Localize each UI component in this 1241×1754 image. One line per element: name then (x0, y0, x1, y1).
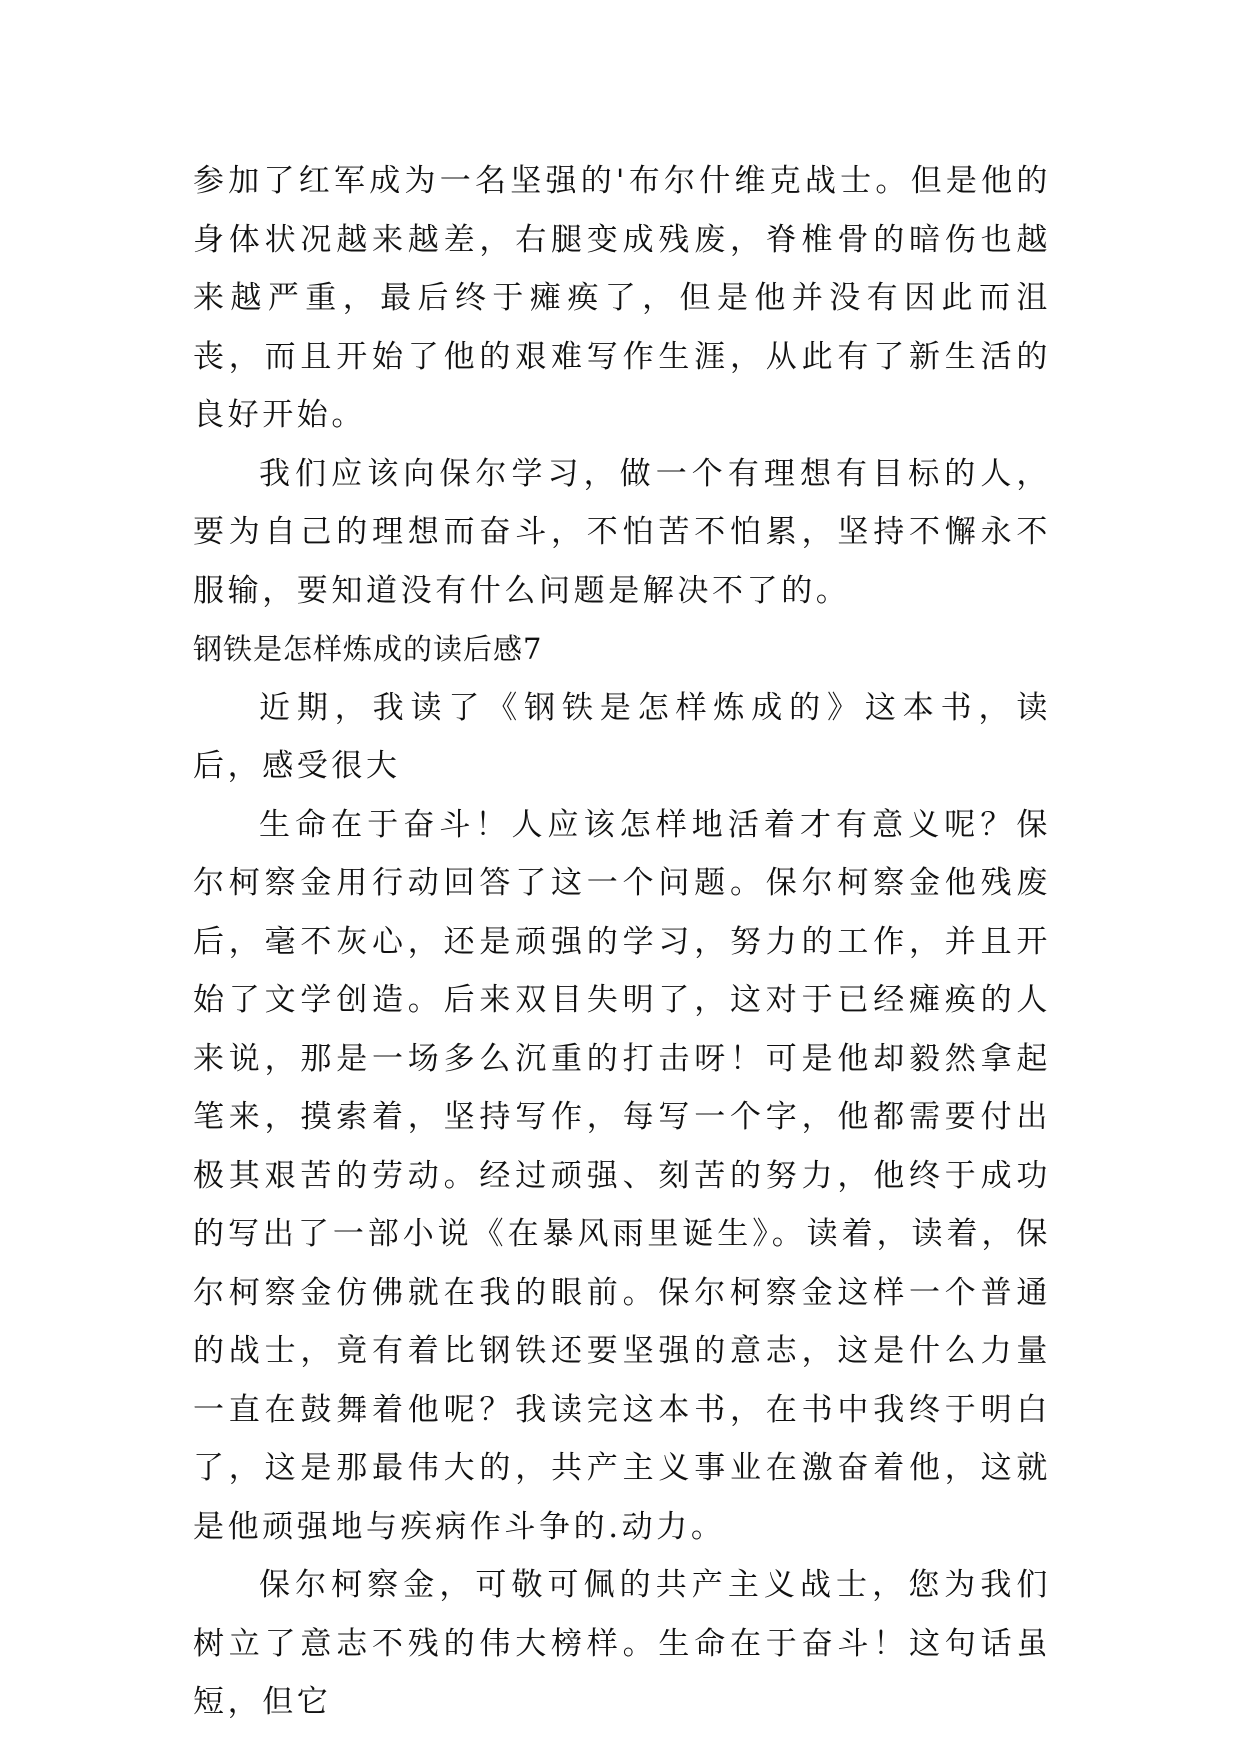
paragraph-continuation: 参加了红军成为一名坚强的'布尔什维克战士。但是他的身体状况越来越差，右腿变成残废，脊椎骨的暗伤也越来越严重，最后终于瘫痪了，但是他并没有因此而沮丧，而且开始了他的艰难写作生涯，从此有了新生活的良好开始。 (193, 163, 1051, 433)
paragraph-life-is-struggle: 生命在于奋斗！人应该怎样地活着才有意义呢？保尔柯察金用行动回答了这一个问题。保尔柯察金他残废后，毫不灰心，还是顽强的学习，努力的工作，并且开始了文学创造。后来双目失明了，这对于已经瘫痪的人来说，那是一场多么沉重的打击呀！可是他却毅然拿起笔来，摸索着，坚持写作，每写一个字，他都需要付出极其艰苦的劳动。经过顽强、刻苦的努力，他终于成功的写出了一部小说《在暴风雨里诞生》。读着，读着，保尔柯察金仿佛就在我的眼前。保尔柯察金这样一个普通的战士，竟有着比钢铁还要坚强的意志，这是什么力量一直在鼓舞着他呢？我读完这本书，在书中我终于明白了，这是那最伟大的，共产主义事业在激奋着他，这就是他顽强地与疾病作斗争的.动力。 (193, 806, 1051, 1545)
paragraph-tribute: 保尔柯察金，可敬可佩的共产主义战士，您为我们树立了意志不残的伟大榜样。生命在于奋斗！这句话虽短，但它 (193, 1567, 1051, 1720)
section-heading: 钢铁是怎样炼成的读后感7 (193, 632, 543, 666)
paragraph-intro: 近期，我读了《钢铁是怎样炼成的》这本书，读后，感受很大 (193, 689, 1051, 784)
document-body (193, 152, 1051, 1732)
paragraph-learn-from-paul: 我们应该向保尔学习，做一个有理想有目标的人，要为自己的理想而奋斗，不怕苦不怕累，坚持不懈永不服输，要知道没有什么问题是解决不了的。 (193, 455, 1051, 609)
